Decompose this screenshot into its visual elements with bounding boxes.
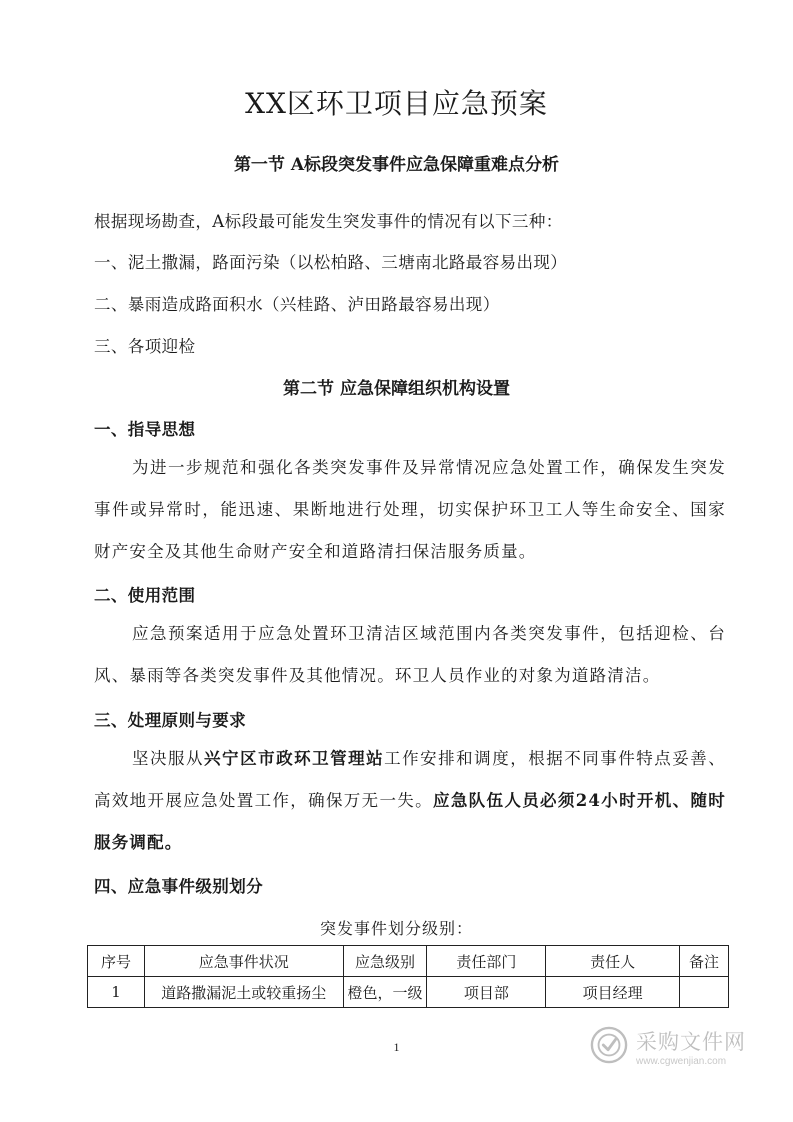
table-caption: 突发事件划分级别： [319, 919, 473, 938]
header-remarks: 备注 [680, 946, 729, 977]
emergency-level-table [87, 945, 729, 1008]
section2-title: 第二节 应急保障组织机构设置 [283, 379, 510, 399]
heading-scope: 二、使用范围 [94, 586, 196, 605]
table-header-row [88, 946, 729, 977]
watermark-site-url: www.cgwenjian.com [636, 1056, 727, 1067]
paragraph-principles [94, 738, 726, 864]
watermark [590, 1024, 760, 1076]
header-level: 应急级别 [343, 946, 427, 977]
paragraph-guiding-thought: 为进一步规范和强化各类突发事件及异常情况应急处置工作，确保发生突发事件或异常时，能迅速、果断地进行处理，切实保护环卫工人等生命安全、国家财产安全及其他生命财产安全和道路清扫保洁服务质量。 [94, 458, 726, 561]
table-row [88, 977, 729, 1008]
cell-remarks [680, 977, 729, 1008]
cell-person: 项目经理 [546, 977, 680, 1008]
cell-department: 项目部 [427, 977, 546, 1008]
watermark-logo-icon [590, 1026, 628, 1064]
principles-standby-requirement: 应急队伍人员必须24小时开机、随时服务调配。 [94, 791, 726, 852]
cell-index: 1 [88, 977, 145, 1008]
header-person: 责任人 [546, 946, 680, 977]
section1-item-2: 二、暴雨造成路面积水（兴桂路、泸田路最容易出现） [94, 295, 500, 314]
watermark-site-name: 采购文件网 [636, 1030, 746, 1054]
principles-text-c: 工作安排和调度，根据不同事件特点妥善、高效地开展应急处置工作，确保万无一失。 [94, 749, 726, 810]
header-event-status: 应急事件状况 [144, 946, 343, 977]
header-department: 责任部门 [427, 946, 546, 977]
header-index: 序号 [88, 946, 145, 977]
page-number: 1 [393, 1040, 400, 1054]
document-title: XX区环卫项目应急预案 [245, 87, 548, 120]
heading-principles: 三、处理原则与要求 [94, 711, 247, 730]
paragraph-scope: 应急预案适用于应急处置环卫清洁区域范围内各类突发事件，包括迎检、台风、暴雨等各类突发事件及其他情况。环卫人员作业的对象为道路清洁。 [94, 624, 726, 685]
heading-levels: 四、应急事件级别划分 [94, 877, 263, 896]
principles-station-name: 兴宁区市政环卫管理站 [204, 749, 385, 768]
cell-event-status: 道路撒漏泥土或较重扬尘 [144, 977, 343, 1008]
heading-guiding-thought: 一、指导思想 [94, 420, 196, 439]
cell-level: 橙色，一级 [343, 977, 427, 1008]
section1-intro: 根据现场勘查，A标段最可能发生突发事件的情况有以下三种： [94, 212, 563, 231]
section1-title: 第一节 A标段突发事件应急保障重难点分析 [233, 155, 560, 175]
section1-item-3: 三、各项迎检 [94, 337, 196, 356]
section1-item-1: 一、泥土撒漏，路面污染（以松柏路、三塘南北路最容易出现） [94, 253, 568, 272]
principles-text-a: 坚决服从 [132, 749, 205, 768]
